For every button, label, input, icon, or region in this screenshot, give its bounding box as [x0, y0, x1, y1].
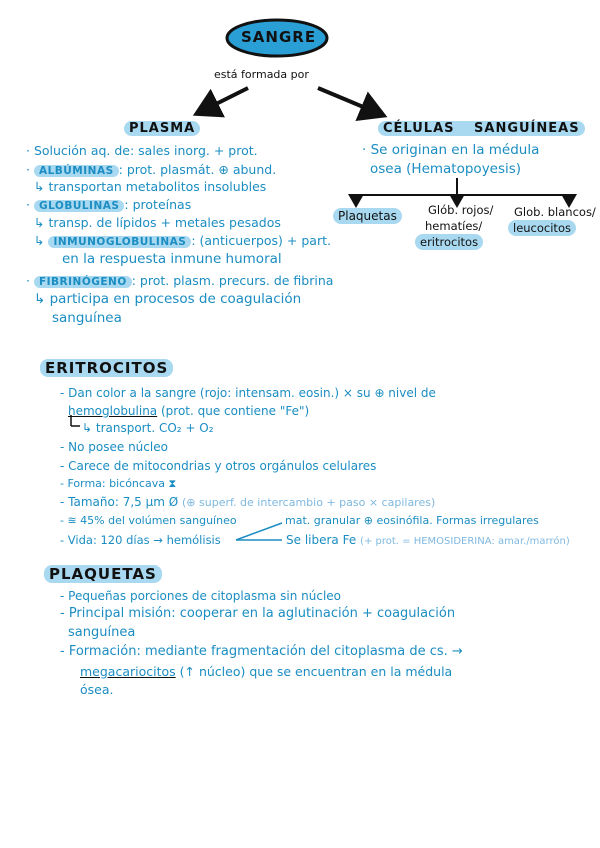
plasma-line: · FIBRINÓGENO : prot. plasm. precurs. de fibrina: [26, 273, 334, 288]
eritrocitos-line: - ≊ 45% del volúmen sanguíneo: [60, 514, 237, 527]
plaquetas-line: sanguínea: [68, 625, 136, 640]
fibrinogeno-label: FIBRINÓGENO: [34, 276, 132, 288]
tamano-note: (⊕ superf. de intercambio + paso × capilares): [182, 496, 436, 509]
plaquetas-line: - Pequeñas porciones de citoplasma sin núcleo: [60, 589, 342, 603]
eritrocitos-line: - Forma: bicóncava ⧗: [60, 477, 177, 490]
hemosiderina-note: (+ prot. = HEMOSIDERINA: amar./marrón): [360, 536, 570, 547]
branch-rojos: Glób. rojos/: [428, 203, 494, 217]
globulinas-label: GLOBULINAS: [34, 200, 124, 212]
branch-blancos: Glob. blancos/: [514, 205, 596, 219]
eritrocitos-line: - No posee núcleo: [60, 440, 168, 454]
branch-rojos: hematíes/: [425, 219, 483, 233]
mega-rest: (↑ núcleo) que se encuentran en la médula: [175, 664, 453, 679]
inmuno-label: INMUNOGLOBULINAS: [48, 236, 191, 248]
plasma-line: en la respuesta inmune humoral: [62, 251, 282, 267]
eritrocitos-heading: ERITROCITOS: [40, 359, 173, 377]
plaquetas-line: [80, 664, 452, 680]
plasma-line: ↳ transportan metabolitos insolubles: [34, 179, 267, 194]
plasma-line: sanguínea: [52, 310, 122, 326]
eritrocitos-line: [286, 532, 570, 550]
albuminas-text: : prot. plasmát. ⊕ abund.: [118, 162, 277, 177]
plaquetas-line: - Principal misión: cooperar en la aglutinación + coagulación: [60, 606, 456, 621]
plaquetas-line: ósea.: [80, 682, 114, 697]
subtitle: está formada por: [214, 68, 309, 81]
branch-plaquetas: Plaquetas: [333, 208, 402, 224]
tree-branches: [356, 178, 569, 204]
plasma-line: · ALBÚMINAS : prot. plasmát. ⊕ abund.: [26, 162, 277, 177]
eritrocitos-line: [68, 403, 309, 419]
plasma-heading: PLASMA: [124, 121, 200, 136]
plaquetas-line: - Formación: mediante fragmentación del citoplasma de cs. →: [60, 644, 463, 659]
tamano: - Tamaño: 7,5 µm Ø: [60, 495, 179, 509]
hemoglobina-term: hemoglobulina: [68, 404, 158, 418]
plasma-line: ↳ transp. de lípidos + metales pesados: [34, 215, 281, 230]
celulas-line: osea (Hematopoyesis): [370, 161, 522, 177]
globulinas-text: : proteínas: [124, 197, 192, 212]
arrow-to-plasma: [200, 88, 248, 112]
branch-rojos: eritrocitos: [415, 234, 483, 250]
celulas-heading: CÉLULAS SANGUÍNEAS: [378, 121, 585, 136]
arrow-to-celulas: [318, 88, 380, 114]
inmuno-text: : (anticuerpos) + part.: [191, 233, 331, 248]
page-title: SANGRE: [241, 28, 317, 46]
plasma-line: · Solución aq. de: sales inorg. + prot.: [26, 143, 258, 158]
plaquetas-heading: PLAQUETAS: [44, 565, 162, 583]
eritrocitos-line: - Dan color a la sangre (rojo: intensam. eosin.) × su ⊕ nivel de: [60, 386, 436, 400]
branch-blancos: leucocitos: [508, 220, 576, 236]
plasma-line: ↳ INMUNOGLOBULINAS : (anticuerpos) + part.: [34, 233, 331, 248]
hemo-rest: (prot. que contiene "Fe"): [157, 404, 310, 418]
eritrocitos-line: mat. granular ⊕ eosinófila. Formas irregulares: [285, 514, 539, 527]
eritrocitos-line: ↳ transport. CO₂ + O₂: [82, 421, 214, 435]
plasma-line: · GLOBULINAS : proteínas: [26, 197, 192, 212]
eritrocitos-line: - Vida: 120 días → hemólisis: [60, 533, 221, 547]
eritrocitos-line: [60, 494, 435, 511]
celulas-line: · Se originan en la médula: [362, 142, 540, 158]
megacariocitos-term: megacariocitos: [80, 664, 176, 679]
plasma-line: ↳ participa en procesos de coagulación: [34, 291, 302, 307]
se-libera: Se libera Fe: [286, 533, 357, 547]
hemolisis-fork: [236, 523, 282, 540]
fibrinogeno-text: : prot. plasm. precurs. de fibrina: [131, 273, 334, 288]
eritrocitos-line: - Carece de mitocondrias y otros orgánulos celulares: [60, 459, 377, 473]
albuminas-label: ALBÚMINAS: [34, 165, 119, 177]
